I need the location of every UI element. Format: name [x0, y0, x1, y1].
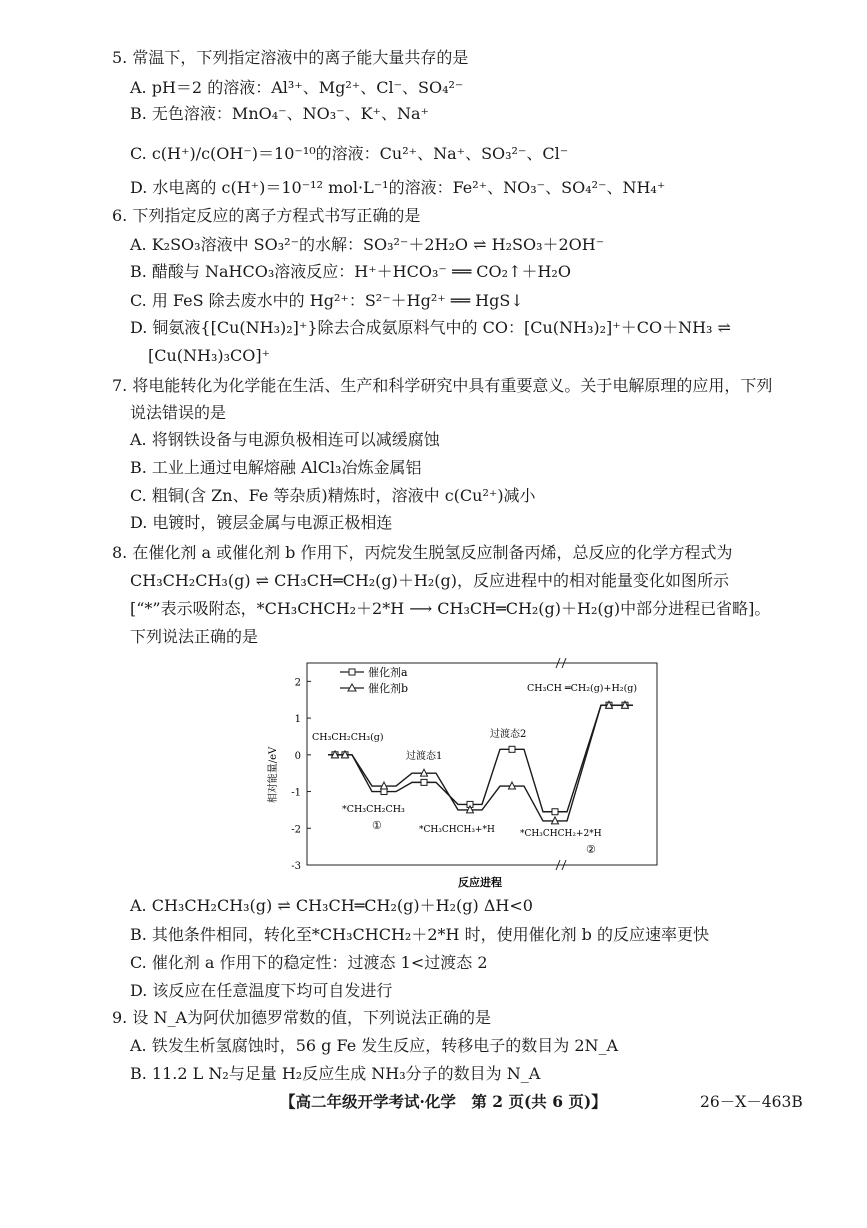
q7-stem-line2: 说法错误的是: [130, 403, 227, 422]
q5-option-d: D. 水电离的 c(H⁺)＝10⁻¹² mol·L⁻¹的溶液：Fe²⁺、NO₃⁻、SO₄²⁻、NH₄⁺: [130, 178, 666, 197]
q9-option-a: A. 铁发生析氢腐蚀时，56 g Fe 发生反应，转移电子的数目为 2N_A: [130, 1036, 619, 1055]
y-tick-label: -2: [291, 824, 301, 836]
label-ts2: 过渡态2: [490, 729, 527, 740]
label-adsorbed-propene: *CH₃CHCH₂+2*H: [520, 829, 602, 839]
q7-option-b: B. 工业上通过电解熔融 AlCl₃冶炼金属铝: [130, 458, 422, 477]
q5-option-c: C. c(H⁺)/c(OH⁻)＝10⁻¹⁰的溶液：Cu²⁺、Na⁺、SO₃²⁻、Cl⁻: [130, 144, 569, 163]
y-tick-label: -3: [291, 861, 301, 872]
label-mark-2: ②: [586, 843, 596, 856]
label-ts1: 过渡态1: [406, 751, 443, 762]
legend-catalyst-b: 催化剂b: [368, 682, 409, 695]
y-tick-label: 2: [294, 677, 301, 689]
q8-stem-line1: 8. 在催化剂 a 或催化剂 b 作用下，丙烷发生脱氢反应制备丙烯，总反应的化学方程式为: [112, 543, 733, 562]
y-tick-label: 0: [294, 750, 301, 762]
q6-stem: 6. 下列指定反应的离子方程式书写正确的是: [112, 206, 421, 225]
q7-option-c: C. 粗铜(含 Zn、Fe 等杂质)精炼时，溶液中 c(Cu²⁺)减小: [130, 486, 536, 505]
label-adsorbed-propane: *CH₃CH₂CH₃: [342, 804, 405, 815]
y-tick-label: -1: [291, 787, 301, 799]
q7-option-d: D. 电镀时，镀层金属与电源正极相连: [130, 513, 393, 532]
q5-stem: 5. 常温下，下列指定溶液中的离子能大量共存的是: [112, 48, 469, 67]
page-footer: 【高二年级开学考试·化学 第 2 页(共 6 页)】: [280, 1092, 607, 1111]
y-axis-label: 相对能量/eV: [268, 746, 279, 804]
label-propane: CH₃CH₂CH₃(g): [312, 732, 384, 743]
q8-stem-line4: 下列说法正确的是: [130, 627, 259, 646]
label-product: CH₃CH ═CH₂(g)+H₂(g): [527, 683, 638, 694]
q6-option-d-line1: D. 铜氨液{[Cu(NH₃)₂]⁺}除去合成氨原料气中的 CO：[Cu(NH₃)₂]⁺＋CO＋NH₃ ⇌: [130, 318, 731, 337]
q6-option-d-line2: [Cu(NH₃)₃CO]⁺: [148, 346, 271, 365]
q7-stem-line1: 7. 将电能转化为化学能在生活、生产和科学研究中具有重要意义。关于电解原理的应用，下列: [112, 376, 773, 395]
q6-option-a: A. K₂SO₃溶液中 SO₃²⁻的水解：SO₃²⁻＋2H₂O ⇌ H₂SO₃＋2OH⁻: [130, 235, 605, 254]
q8-stem-line3: [“*”表示吸附态，*CH₃CHCH₂＋2*H ⟶ CH₃CH═CH₂(g)＋H₂(g)中部分进程已省略]。: [130, 599, 771, 618]
point-catalyst-a: [421, 779, 427, 785]
q8-stem-line2: CH₃CH₂CH₃(g) ⇌ CH₃CH═CH₂(g)＋H₂(g)，反应进程中的相对能量变化如图所示: [130, 571, 730, 590]
q7-option-a: A. 将钢铁设备与电源负极相连可以减缓腐蚀: [130, 430, 440, 449]
x-axis-label: 反应进程: [458, 876, 502, 889]
label-adsorbed-intermediate: *CH₃CHCH₃+*H: [419, 825, 495, 835]
series-line-catalyst-a: [328, 705, 633, 812]
point-catalyst-a: [509, 746, 515, 752]
legend-catalyst-a: 催化剂a: [368, 666, 408, 679]
energy-profile-chart: [262, 655, 662, 890]
q5-option-b: B. 无色溶液：MnO₄⁻、NO₃⁻、K⁺、Na⁺: [130, 104, 429, 123]
q9-stem: 9. 设 N_A为阿伏加德罗常数的值，下列说法正确的是: [112, 1008, 491, 1027]
point-catalyst-a: [552, 809, 558, 815]
q8-option-c: C. 催化剂 a 作用下的稳定性：过渡态 1<过渡态 2: [130, 953, 488, 972]
q8-option-b: B. 其他条件相同，转化至*CH₃CHCH₂＋2*H 时，使用催化剂 b 的反应速率更快: [130, 925, 709, 944]
exam-code: 26－X－463B: [700, 1093, 803, 1111]
q8-option-d: D. 该反应在任意温度下均可自发进行: [130, 981, 393, 1000]
q6-option-c: C. 用 FeS 除去废水中的 Hg²⁺：S²⁻＋Hg²⁺ ══ HgS↓: [130, 291, 524, 310]
q8-option-a: A. CH₃CH₂CH₃(g) ⇌ CH₃CH═CH₂(g)＋H₂(g) ΔH<0: [130, 896, 533, 915]
q9-option-b: B. 11.2 L N₂与足量 H₂反应生成 NH₃分子的数目为 N_A: [130, 1064, 541, 1083]
y-tick-label: 1: [294, 714, 301, 726]
label-mark-1: ①: [372, 819, 382, 832]
q5-option-a: A. pH＝2 的溶液：Al³⁺、Mg²⁺、Cl⁻、SO₄²⁻: [130, 78, 464, 97]
q6-option-b: B. 醋酸与 NaHCO₃溶液反应：H⁺＋HCO₃⁻ ══ CO₂↑＋H₂O: [130, 262, 571, 281]
